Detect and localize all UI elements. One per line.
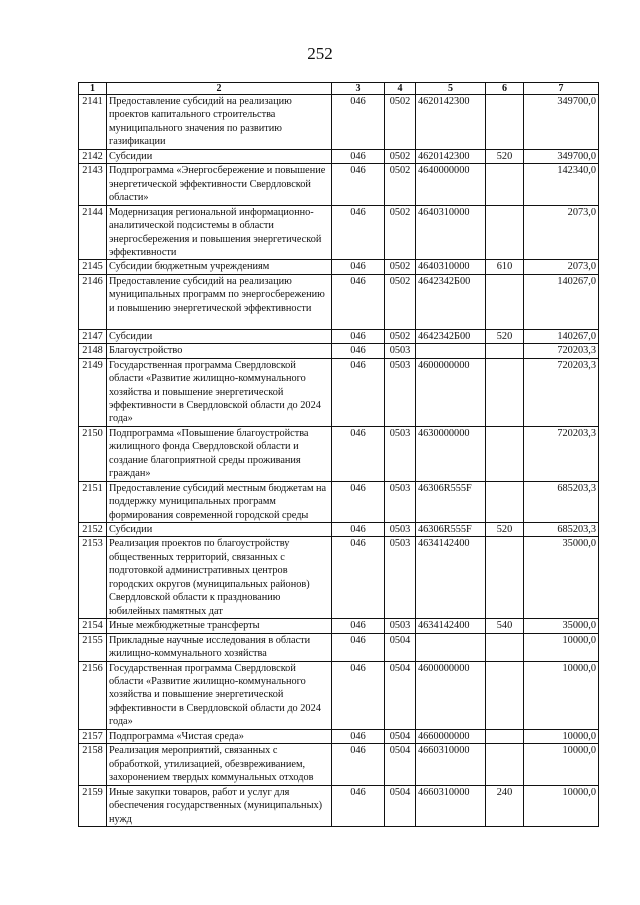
- expense-type-cell: [486, 729, 524, 743]
- item-name-cell: Подпрограмма «Повышение благоустройства жилищного фонда Свердловской области и создание благоприятной среды проживания граждан»: [107, 426, 332, 481]
- item-name-cell: Субсидии: [107, 149, 332, 163]
- target-article-cell: 4660000000: [416, 729, 486, 743]
- expense-type-cell: 610: [486, 260, 524, 274]
- row-number-cell: 2152: [79, 523, 107, 537]
- row-number-cell: 2146: [79, 274, 107, 329]
- row-number-cell: 2147: [79, 329, 107, 343]
- item-name-cell: Предоставление субсидий на реализацию проектов капитального строительства муниципального значения по развитию газификации: [107, 95, 332, 150]
- row-number-cell: 2144: [79, 205, 107, 260]
- amount-cell: 142340,0: [524, 164, 599, 205]
- section-code-cell: 0504: [385, 633, 416, 661]
- ministry-code-cell: 046: [332, 523, 385, 537]
- target-article-cell: 4640310000: [416, 205, 486, 260]
- column-header: 7: [524, 83, 599, 95]
- row-number-cell: 2154: [79, 619, 107, 633]
- column-header: 6: [486, 83, 524, 95]
- expense-type-cell: 540: [486, 619, 524, 633]
- item-name-cell: Модернизация региональной информационно-аналитической подсистемы в области энергосбережения и повышения энергетической эффективности: [107, 205, 332, 260]
- ministry-code-cell: 046: [332, 481, 385, 522]
- amount-cell: 2073,0: [524, 205, 599, 260]
- item-name-cell: Предоставление субсидий на реализацию муниципальных программ по энергосбережению и повышению энергетической эффективности: [107, 274, 332, 329]
- target-article-cell: 4640310000: [416, 260, 486, 274]
- ministry-code-cell: 046: [332, 149, 385, 163]
- amount-cell: 2073,0: [524, 260, 599, 274]
- row-number-cell: 2153: [79, 537, 107, 619]
- table-row: [79, 260, 599, 274]
- column-header: 1: [79, 83, 107, 95]
- table-row: [79, 785, 599, 826]
- section-code-cell: 0503: [385, 344, 416, 358]
- section-code-cell: 0502: [385, 149, 416, 163]
- row-number-cell: 2143: [79, 164, 107, 205]
- column-header: 5: [416, 83, 486, 95]
- section-code-cell: 0504: [385, 785, 416, 826]
- ministry-code-cell: 046: [332, 633, 385, 661]
- amount-cell: 720203,3: [524, 344, 599, 358]
- expense-type-cell: [486, 344, 524, 358]
- column-header: 4: [385, 83, 416, 95]
- row-number-cell: 2150: [79, 426, 107, 481]
- section-code-cell: 0503: [385, 358, 416, 426]
- amount-cell: 35000,0: [524, 537, 599, 619]
- table-row: [79, 633, 599, 661]
- item-name-cell: Иные межбюджетные трансферты: [107, 619, 332, 633]
- target-article-cell: 4620142300: [416, 95, 486, 150]
- amount-cell: 140267,0: [524, 274, 599, 329]
- ministry-code-cell: 046: [332, 329, 385, 343]
- row-number-cell: 2141: [79, 95, 107, 150]
- item-name-cell: Благоустройство: [107, 344, 332, 358]
- amount-cell: 10000,0: [524, 785, 599, 826]
- amount-cell: 140267,0: [524, 329, 599, 343]
- table-row: [79, 164, 599, 205]
- amount-cell: 10000,0: [524, 729, 599, 743]
- amount-cell: 10000,0: [524, 633, 599, 661]
- table-row: [79, 426, 599, 481]
- target-article-cell: 4620142300: [416, 149, 486, 163]
- amount-cell: 10000,0: [524, 661, 599, 729]
- row-number-cell: 2159: [79, 785, 107, 826]
- ministry-code-cell: 046: [332, 729, 385, 743]
- table-row: [79, 358, 599, 426]
- ministry-code-cell: 046: [332, 537, 385, 619]
- item-name-cell: Субсидии: [107, 329, 332, 343]
- expense-type-cell: [486, 633, 524, 661]
- expense-type-cell: [486, 164, 524, 205]
- amount-cell: 10000,0: [524, 744, 599, 785]
- expense-type-cell: [486, 95, 524, 150]
- item-name-cell: Государственная программа Свердловской области «Развитие жилищно-коммунального хозяйства и повышение энергетической эффективности в Свердловской области до 2024 года»: [107, 661, 332, 729]
- table-body: [79, 95, 599, 827]
- expense-type-cell: [486, 358, 524, 426]
- item-name-cell: Подпрограмма «Энергосбережение и повышение энергетической эффективности Свердловской области»: [107, 164, 332, 205]
- item-name-cell: Реализация мероприятий, связанных с обработкой, утилизацией, обезвреживанием, захоронением твердых коммунальных отходов: [107, 744, 332, 785]
- section-code-cell: 0502: [385, 164, 416, 205]
- item-name-cell: Субсидии: [107, 523, 332, 537]
- table-row: [79, 95, 599, 150]
- target-article-cell: [416, 344, 486, 358]
- expense-type-cell: 520: [486, 329, 524, 343]
- table-row: [79, 205, 599, 260]
- row-number-cell: 2155: [79, 633, 107, 661]
- item-name-cell: Субсидии бюджетным учреждениям: [107, 260, 332, 274]
- target-article-cell: 4630000000: [416, 426, 486, 481]
- table-row: [79, 619, 599, 633]
- column-header: 3: [332, 83, 385, 95]
- target-article-cell: 4642342Б00: [416, 329, 486, 343]
- expense-type-cell: [486, 274, 524, 329]
- table-row: [79, 274, 599, 329]
- row-number-cell: 2142: [79, 149, 107, 163]
- page-number: 252: [307, 44, 333, 63]
- ministry-code-cell: 046: [332, 164, 385, 205]
- section-code-cell: 0503: [385, 426, 416, 481]
- expense-type-cell: [486, 537, 524, 619]
- section-code-cell: 0502: [385, 274, 416, 329]
- item-name-cell: Иные закупки товаров, работ и услуг для обеспечения государственных (муниципальных) нужд: [107, 785, 332, 826]
- item-name-cell: Прикладные научные исследования в области жилищно-коммунального хозяйства: [107, 633, 332, 661]
- column-header: 2: [107, 83, 332, 95]
- ministry-code-cell: 046: [332, 358, 385, 426]
- ministry-code-cell: 046: [332, 661, 385, 729]
- section-code-cell: 0503: [385, 523, 416, 537]
- section-code-cell: 0504: [385, 744, 416, 785]
- expense-type-cell: 520: [486, 523, 524, 537]
- expense-type-cell: [486, 481, 524, 522]
- item-name-cell: Подпрограмма «Чистая среда»: [107, 729, 332, 743]
- target-article-cell: 4642342Б00: [416, 274, 486, 329]
- ministry-code-cell: 046: [332, 260, 385, 274]
- item-name-cell: Реализация проектов по благоустройству общественных территорий, связанных с подготовкой административных центров городских округов (муниципальных районов) Свердловской области к празднованию юбилейных памятных дат: [107, 537, 332, 619]
- header-row: [79, 83, 599, 95]
- amount-cell: 720203,3: [524, 426, 599, 481]
- amount-cell: 349700,0: [524, 95, 599, 150]
- table-row: [79, 481, 599, 522]
- section-code-cell: 0503: [385, 537, 416, 619]
- expense-type-cell: 240: [486, 785, 524, 826]
- section-code-cell: 0502: [385, 329, 416, 343]
- ministry-code-cell: 046: [332, 95, 385, 150]
- target-article-cell: 4600000000: [416, 358, 486, 426]
- section-code-cell: 0504: [385, 729, 416, 743]
- table-row: [79, 729, 599, 743]
- item-name-cell: Государственная программа Свердловской области «Развитие жилищно-коммунального хозяйства и повышение энергетической эффективности в Свердловской области до 2024 года»: [107, 358, 332, 426]
- target-article-cell: 46306R555F: [416, 523, 486, 537]
- expense-type-cell: [486, 744, 524, 785]
- row-number-cell: 2157: [79, 729, 107, 743]
- row-number-cell: 2151: [79, 481, 107, 522]
- amount-cell: 349700,0: [524, 149, 599, 163]
- table-row: [79, 523, 599, 537]
- section-code-cell: 0502: [385, 205, 416, 260]
- target-article-cell: 4634142400: [416, 619, 486, 633]
- amount-cell: 685203,3: [524, 481, 599, 522]
- ministry-code-cell: 046: [332, 619, 385, 633]
- row-number-cell: 2158: [79, 744, 107, 785]
- target-article-cell: 4660310000: [416, 744, 486, 785]
- row-number-cell: 2149: [79, 358, 107, 426]
- section-code-cell: 0502: [385, 260, 416, 274]
- ministry-code-cell: 046: [332, 344, 385, 358]
- expense-type-cell: 520: [486, 149, 524, 163]
- item-name-cell: Предоставление субсидий местным бюджетам на поддержку муниципальных программ формирования современной городской среды: [107, 481, 332, 522]
- ministry-code-cell: 046: [332, 205, 385, 260]
- target-article-cell: 4640000000: [416, 164, 486, 205]
- table-row: [79, 537, 599, 619]
- section-code-cell: 0503: [385, 619, 416, 633]
- target-article-cell: 4634142400: [416, 537, 486, 619]
- section-code-cell: 0503: [385, 481, 416, 522]
- ministry-code-cell: 046: [332, 274, 385, 329]
- table-row: [79, 149, 599, 163]
- target-article-cell: [416, 633, 486, 661]
- section-code-cell: 0502: [385, 95, 416, 150]
- expense-type-cell: [486, 426, 524, 481]
- expense-type-cell: [486, 661, 524, 729]
- section-code-cell: 0504: [385, 661, 416, 729]
- ministry-code-cell: 046: [332, 785, 385, 826]
- target-article-cell: 46306R555F: [416, 481, 486, 522]
- ministry-code-cell: 046: [332, 744, 385, 785]
- target-article-cell: 4660310000: [416, 785, 486, 826]
- budget-table: [78, 82, 599, 827]
- table-row: [79, 344, 599, 358]
- table-row: [79, 329, 599, 343]
- table-row: [79, 744, 599, 785]
- ministry-code-cell: 046: [332, 426, 385, 481]
- target-article-cell: 4600000000: [416, 661, 486, 729]
- table-row: [79, 661, 599, 729]
- row-number-cell: 2148: [79, 344, 107, 358]
- row-number-cell: 2156: [79, 661, 107, 729]
- amount-cell: 35000,0: [524, 619, 599, 633]
- amount-cell: 685203,3: [524, 523, 599, 537]
- row-number-cell: 2145: [79, 260, 107, 274]
- expense-type-cell: [486, 205, 524, 260]
- amount-cell: 720203,3: [524, 358, 599, 426]
